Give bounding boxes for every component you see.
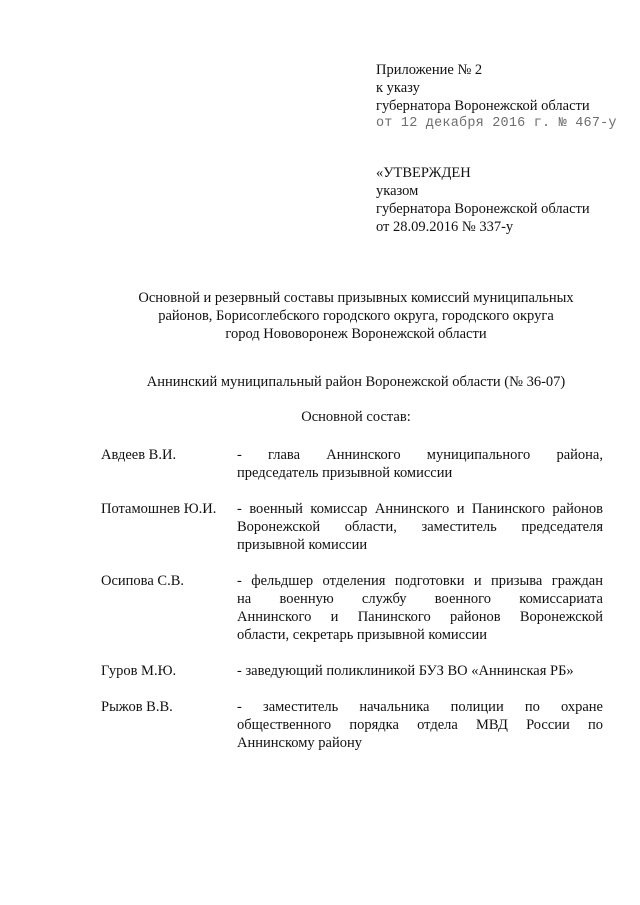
member-row [101, 662, 603, 680]
section-label: Основной состав: [301, 409, 411, 425]
member-role [237, 698, 603, 752]
title-line: Основной и резервный составы призывных комиссий муниципальных [138, 290, 574, 306]
appendix-line: Приложение № 2 [376, 62, 483, 78]
role-line: Аннинскому району [237, 735, 362, 751]
members-list [101, 446, 603, 752]
role-line: председатель призывной комиссии [237, 465, 453, 481]
member-role [237, 572, 603, 644]
role-line: области, секретарь призывной комиссии [237, 627, 488, 643]
role-line: общественного порядка отдела МВД России по [237, 717, 603, 733]
appendix-line: губернатора Воронежской области [376, 98, 590, 114]
member-name: Рыжов В.В. [101, 699, 173, 715]
role-line: - заведующий поликлиникой БУЗ ВО «Аннинская РБ» [237, 663, 574, 679]
member-row [101, 500, 603, 554]
title-line: город Нововоронеж Воронежской области [225, 326, 487, 342]
document-title [100, 289, 612, 343]
member-name: Авдеев В.И. [101, 447, 177, 463]
member-role [237, 446, 603, 482]
district-heading: Аннинский муниципальный район Воронежской области (№ 36-07) [146, 374, 566, 390]
title-line: районов, Борисоглебского городского округа, городского округа [158, 308, 554, 324]
member-role [237, 662, 603, 680]
member-name: Потамошнев Ю.И. [101, 501, 217, 517]
role-line: - заместитель начальника полиции по охране [237, 699, 603, 715]
member-row [101, 572, 603, 644]
approval-block [376, 164, 616, 236]
appendix-line: к указу [376, 80, 420, 96]
role-line: - фельдшер отделения подготовки и призыва граждан [237, 573, 603, 589]
approval-line: губернатора Воронежской области [376, 201, 590, 217]
role-line: Воронежской области, заместитель председателя [237, 519, 603, 535]
member-row [101, 446, 603, 482]
member-role [237, 500, 603, 554]
decree-date-stamp: от 12 декабря 2016 г. № 467-у [376, 116, 617, 131]
role-line: на военную службу военного комиссариата [237, 591, 603, 607]
role-line: Аннинского и Панинского районов Воронежской [237, 609, 603, 625]
approval-line: «УТВЕРЖДЕН [376, 165, 471, 181]
member-name: Гуров М.Ю. [101, 663, 177, 679]
role-line: - военный комиссар Аннинского и Панинского районов [237, 501, 603, 517]
member-row [101, 698, 603, 752]
approval-line: от 28.09.2016 № 337-у [376, 219, 514, 235]
role-line: призывной комиссии [237, 537, 368, 553]
role-line: - глава Аннинского муниципального района, [237, 447, 603, 463]
approval-line: указом [376, 183, 419, 199]
member-name: Осипова С.В. [101, 573, 184, 589]
appendix-header [376, 61, 616, 133]
